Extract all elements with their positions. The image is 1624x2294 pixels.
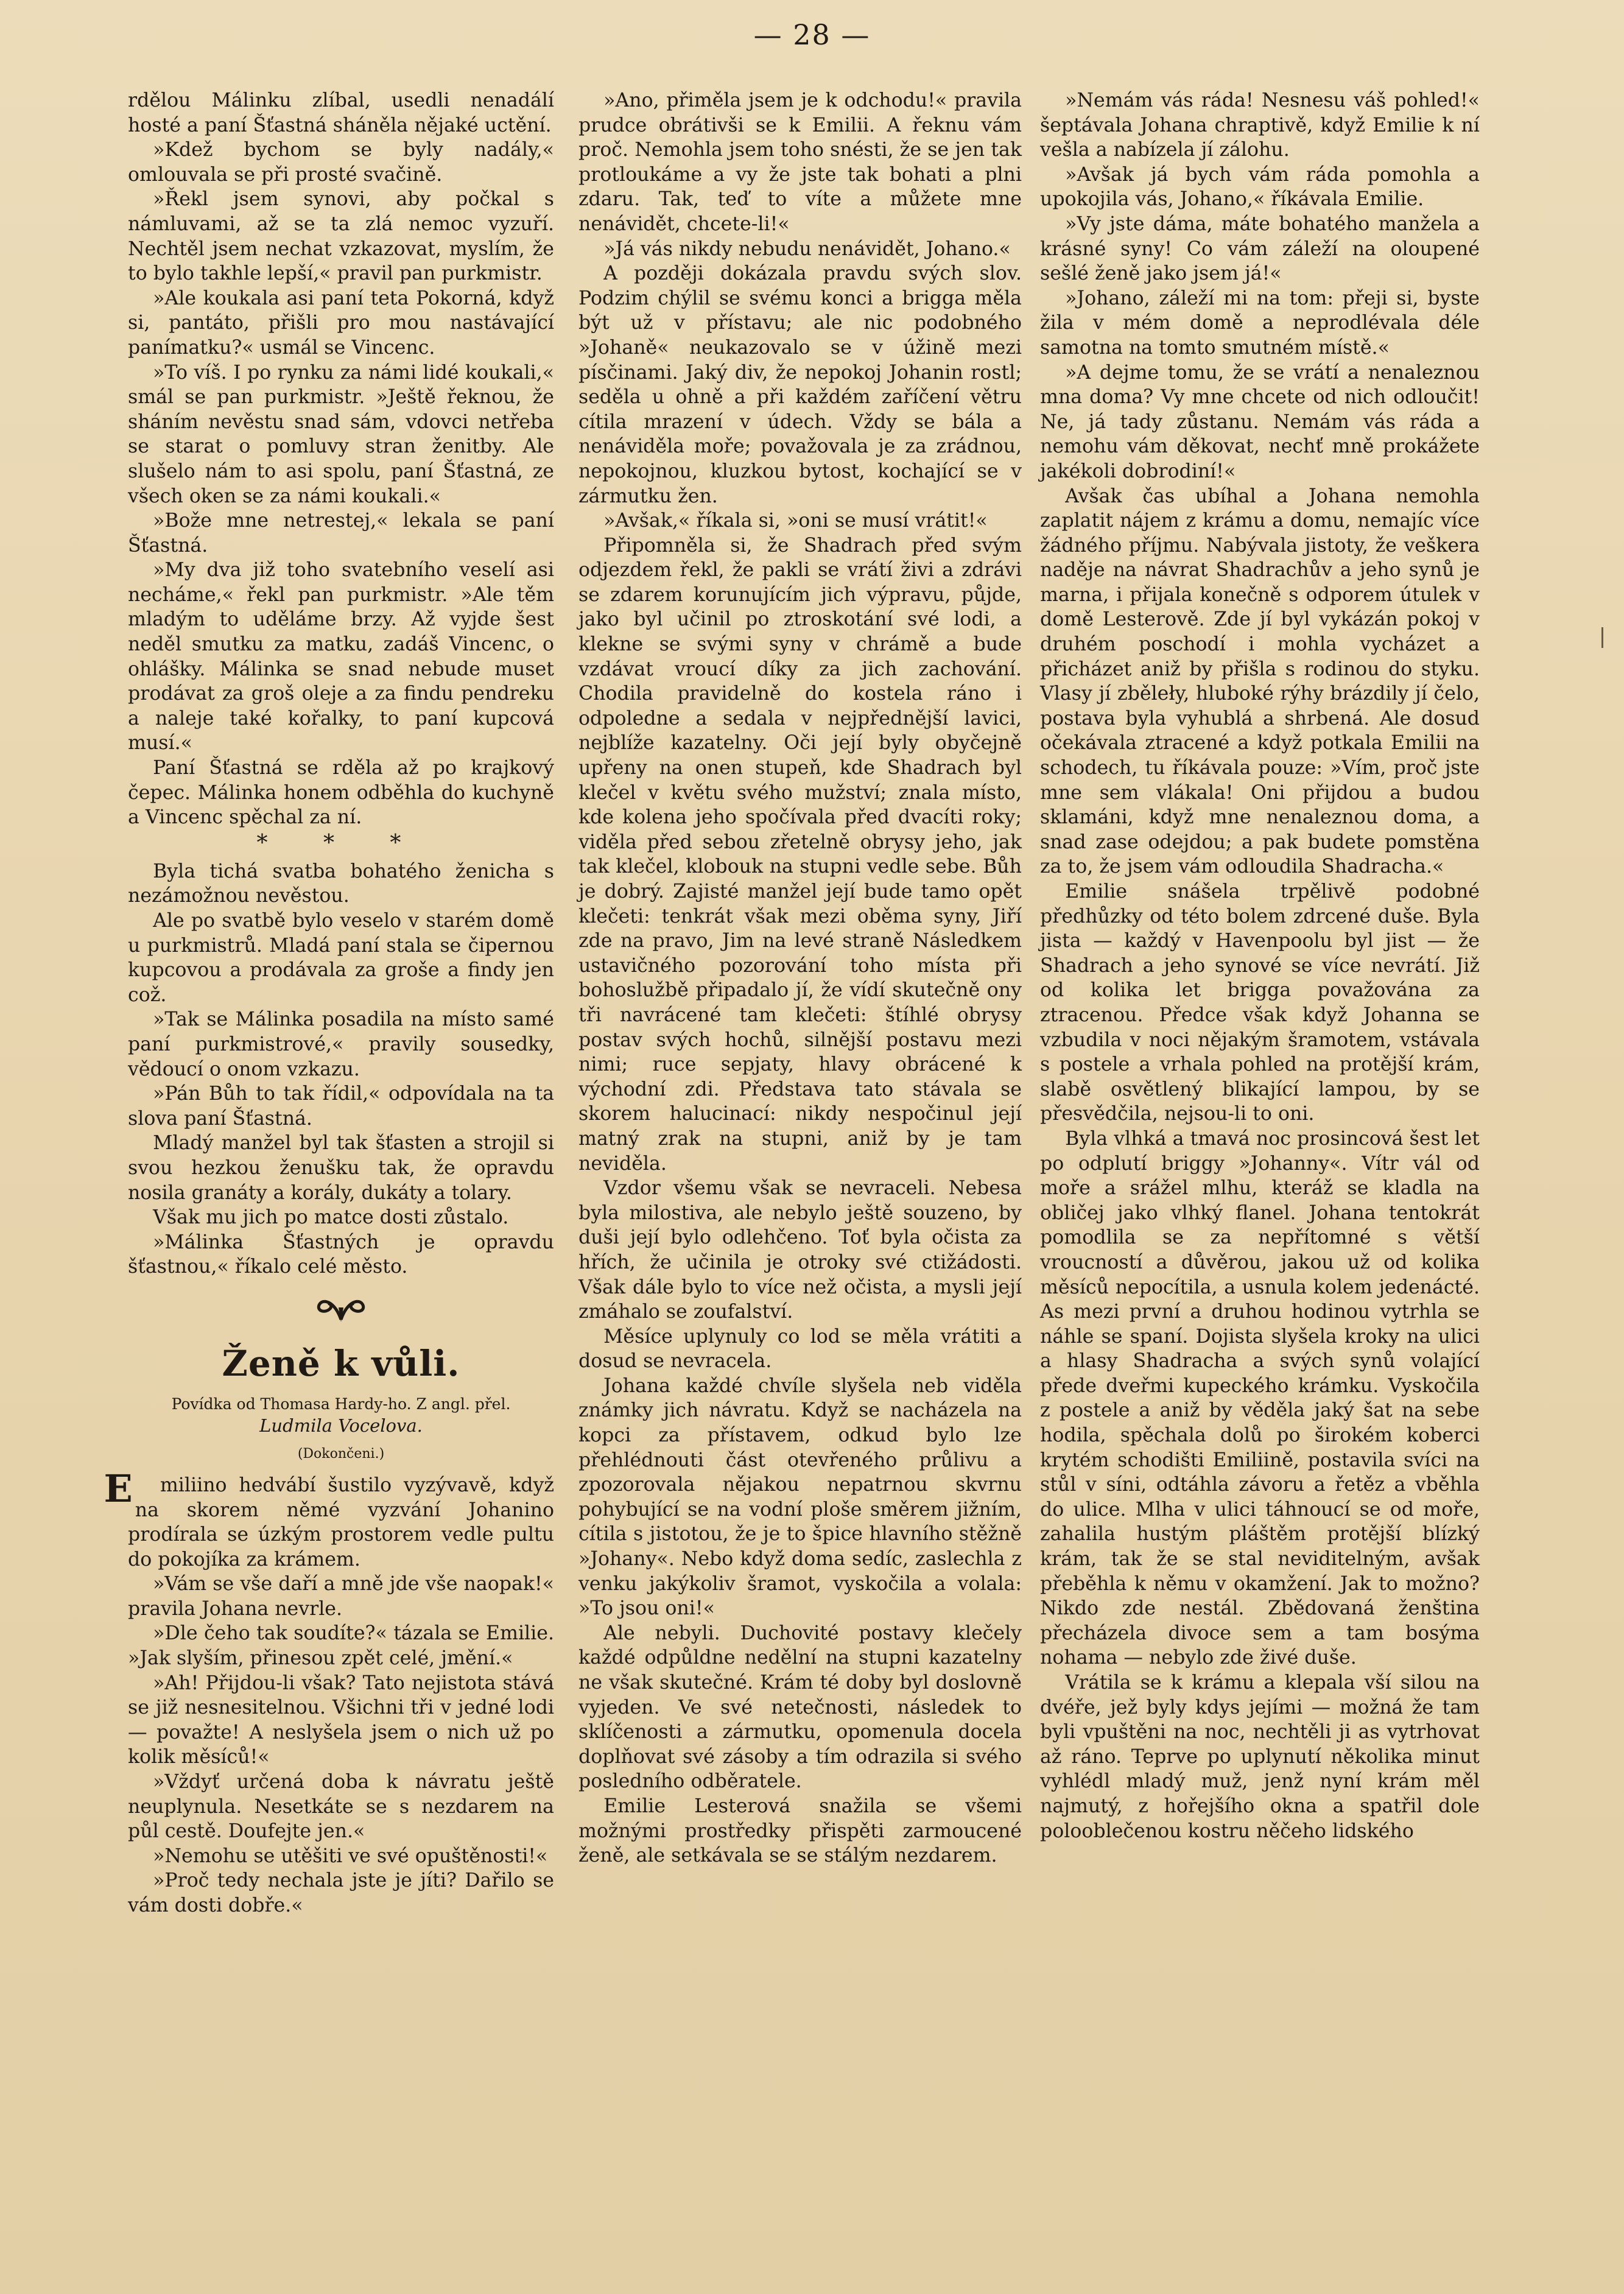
paragraph: Měsíce uplynuly co lod se měla vrátiti a dosud se nevracela. (578, 1325, 1022, 1373)
ornament-icon (317, 1295, 365, 1323)
paragraph: »Vám se vše daří a mně jde vše naopak!« pravila Johana nevrle. (128, 1573, 554, 1620)
paragraph: Avšak čas ubíhal a Johana nemohla zaplatit nájem z krámu a domu, nemajíc více žádného příjmu. Nabývala jistoty, že veškera naděje na návrat Shadrachův a jeho synů je marna, i přijala konečně s odporem útulek v domě Lesterově. Zde jí byl vykázán pokoj v druhém poschodí i mohla vycházet a přicházet aniž by přišla s rodinou do styku. Vlasy jí zběleły, hluboké rýhy brázdily jí čelo, postava byla vyhublá a shrbená. Ale dosud očekávala ztracené a když potkala Emilii na schodech, tu říkávala pouze: »Vím, proč jste mne sem vlákala! Oni přijdou a budou sklamáni, když mne nenaleznou doma, a snad zase odejdou; a pak budete pomstěna za to, že jsem vám odloudila Shadracha.« (1040, 485, 1480, 878)
paragraph: »Kdež bychom se byly nadály,« omlouvala se při prosté svačině. (128, 139, 554, 186)
paragraph: Vrátila se k krámu a klepala vší silou na dvéře, jež byly kdys jejími — možná že tam byli vpuštěni na noc, nechtěli ji as vytrhovat až ráno. Teprve po uplynutí několika minut vyhlédl mladý muž, jenž nyní krám měl najmutý, z hořejšího okna a spatřil dole polooblečenou kostru něčeho lidského (1040, 1672, 1480, 1842)
paragraph: Emilie Lesterová snažila se všemi možnými prostředky přispěti zarmoucené ženě, ale setkávala se se stálým nezdarem. (578, 1795, 1022, 1867)
paragraph: »Dle čeho tak soudíte?« tázala se Emilie. »Jak slyším, přinesou zpět celé, jmění.« (128, 1622, 554, 1670)
paragraph: A později dokázala pravdu svých slov. Podzim chýlil se svému konci a brigga měla být už v přístavu; ale nic podobného »Johaně« neukazovalo se v úžině mezi písčinami. Jaký div, že nepokoj Johanin rostl; seděla u ohně a při každém zaříčení větru cítila mrazení v údech. Vždy se bála a nenáviděla moře; považovala je za zrádnou, nepokojnou, kluzkou bytost, kochající se v zármutku žen. (578, 262, 1022, 507)
paragraph: »Avšak já bych vám ráda pomohla a upokojila vás, Johano,« říkávala Emilie. (1040, 163, 1480, 211)
paragraph: Ale po svatbě bylo veselo v starém domě u purkmistrů. Mladá paní stala se čipernou kupcovou a prodávala za groše a findy jen což. (128, 910, 554, 1006)
paragraph: »Nemohu se utěšiti ve své opuštěnosti!« (153, 1845, 548, 1867)
paragraph: »A dejme tomu, že se vrátí a nenaleznou mna doma? Vy mne chcete od nich odloučit! Ne, já tady zůstanu. Nemám vás ráda a nemohu vám děkovat, nechť mně prokážete jakékoli dobrodiní!« (1040, 361, 1480, 482)
paragraph: »Já vás nikdy nebudu nenávidět, Johano.« (603, 237, 1011, 260)
paragraph: Byla vlhká a tmavá noc prosincová šest let po odplutí briggy »Johanny«. Vítr vál od moře a srážel mlhu, kteráž se kladla na obličej jako vlhký flanel. Johana tentokrát pomodlila se za nepřítomné s větší vroucností a důvěrou, jakou už od kolika měsíců nepocítila, a usnula kolem jedenácté. As mezi první a druhou hodinou vytrhla se náhle se spaní. Dojista slyšela kroky na ulici a hlasy Shadracha a svých synů volající přede dveřmi kupeckého krámku. Vyskočila z postele a aniž by věděla jaký šat na sebe hodila, spěchala dolů po širokém koberci krytém schodišti Emiliině, postavila svíci na stůl v síni, odtáhla závoru a řetěz a vběhla do ulice. Mlha v ulici táhnoucí se od moře, zahalila hustým pláštěm protější blízký krám, tak že se stal neviditelným, avšak přeběhla k němu v okamžení. Jak to možno? Nikdo zde nestál. Zbědovaná ženština přecházela divoce sem a tam bosýma nohama — nebylo zde živé duše. (1040, 1127, 1480, 1669)
paragraph: Paní Šťastná se rděla až po krajkový čepec. Málinka honem odběhla do kuchyně a Vincenc spěchal za ní. (128, 757, 554, 829)
paragraph: Emilie snášela trpělivě podobné předhůzky od této bolem zdrcené duše. Byla jista — každý v Havenpoolu byl jist — že Shadrach a jeho synové se více nevrátí. Již od kolika let brigga považována za ztracenou. Předce však když Johanna se vzbudila v noci nějakým šramotem, vstávala s postele a vrhala pohled na protější krám, slabě osvětlený blikající lampou, by se přesvědčila, nejsou-li to oni. (1040, 881, 1480, 1125)
paragraph: »Ale koukala asi paní teta Pokorná, když si, pantáto, přišli pro mou nastávající panímatku?« usmál se Vincenc. (128, 287, 554, 359)
section-divider: * * * (256, 830, 426, 856)
paragraph: »Málinka Šťastných je opravdu šťastnou,« říkalo celé město. (128, 1231, 554, 1278)
paragraph: Mladý manžel byl tak šťasten a strojil si svou hezkou ženušku tak, že opravdu nosila granáty a korály, dukáty a tolary. (128, 1132, 554, 1204)
paragraph: »Bože mne netrestej,« lekala se paní Šťastná. (128, 510, 554, 557)
story-translator: Ludmila Vocelova. (259, 1415, 423, 1436)
drop-cap: E (104, 1466, 133, 1511)
story-byline: Povídka od Thomasa Hardy-ho. Z angl. přel. (171, 1395, 511, 1413)
paragraph: »Avšak,« říkala si, »oni se musí vrátit!« (603, 510, 988, 532)
paragraph: »Tak se Málinka posadila na místo samé paní purkmistrové,« pravily sousedky, vědoucí o onom vzkazu. (128, 1008, 554, 1080)
paragraph-text: miliino hedvábí šustilo vyzývavě, když na skorem němé vyzvání Johanino prodírala se úzkým prostorem vedle pultu do pokojíka za krámem. (128, 1474, 554, 1571)
paragraph: Připomněla si, že Shadrach před svým odjezdem řekl, že pakli se vrátí živi a zdrávi se zdarem korunujícím jich výpravu, půjde, jako byl učinil po ztroskotání své lodi, a klekne se svými syny v chrámě a bude vzdávat vroucí díky za jich zachování. Chodila pravidelně do kostela ráno i odpoledne a sedala v nejpřednější lavici, nejblíže kazatelny. Oči její byly obyčejně upřeny na onen stupeň, kde Shadrach byl klečel v květu svého mužství; znala místo, kde kolena jeho spočívala před dvacíti roky; viděla před sebou zřetelně obrysy jeho, jak tak klečel, klobouk na stupni vedle sebe. Bůh je dobrý. Zajisté manžel její bude tamo opět klečeti: tenkrát však mezi oběma syny, Jiří zde na pravo, Jim na levé straně Následkem ustavičného pozorování toho místa při bohoslužbě připadalo jí, že vídí skutečně ony tři navrácené tam klečeti: štíhlé obrysy postav svých hochů, silnější postavu mezi nimi; ruce sepjaty, hlavy obrácené k východní zdi. Představa tato stávala se skorem halucinací: nikdy nespočinul její matný zrak na stupni, aniž by je tam neviděla. (578, 534, 1022, 1175)
page-number: — 28 — (753, 18, 871, 51)
paragraph: »My dva již toho svatebního veselí asi necháme,« řekl pan purkmistr. »Ale těm mladým to uděláme brzy. Až vyjde šest neděl smutku za matku, zadáš Vincenc, o ohlášky. Málinka se snad nebude muset prodávat za groš oleje a za findu pendreku a naleje také kořalky, to paní kupcová musí.« (128, 559, 554, 755)
paragraph: Ale nebyli. Duchovité postavy klečely každé odpůldne nedělní na stupni kazatelny ne však skutečné. Krám té doby byl doslovně vyjeden. Ve své netečnosti, následek to sklíčenosti a zármutku, opomenula docela doplňovat své zásoby a tím odrazila si svého posledního odběratele. (578, 1622, 1022, 1793)
paragraph: »Vždyť určená doba k návratu ještě neuplynula. Nesetkáte se s nezdarem na půl cestě. Doufejte jen.« (128, 1771, 554, 1843)
paragraph (104, 1466, 554, 1572)
paper-scratch (1601, 627, 1603, 648)
paragraph: Vzdor všemu však se nevraceli. Nebesa byla milostiva, ale nebylo ještě souzeno, by duši její bylo odlehčeno. Toť byla očista za hřích, že učinila je otroky své ctižádosti. Však dále bylo to více než očista, a mysli její zmáhalo se zoufalství. (578, 1177, 1022, 1323)
paragraph: »Vy jste dáma, máte bohatého manžela a krásné syny! Co vám záleží na oloupené sešlé ženě jako jsem já!« (1040, 213, 1480, 285)
column-3 (1040, 88, 1480, 1843)
paragraph: Johana každé chvíle slyšela neb viděla známky jich návratu. Když se nacházela na kopci za přístavem, odkud bylo lze přehlédnouti část otevřeného průlivu a zpozorovala nějakou nepatrnou skvrnu pohybující se na vodní ploše směrem jižním, cítila s jistotou, že je to špice hlavního stěžně »Johany«. Nebo když doma sedíc, zaslechla z venku jakýkoliv šramot, vyskočila a volala: »To jsou oni!« (578, 1374, 1022, 1620)
continuation-note: (Dokončeni.) (297, 1446, 385, 1462)
paragraph: »Ano, přiměla jsem je k odchodu!« pravila prudce obrátivši se k Emilii. A řeknu vám proč. Nemohla jsem toho snésti, že se jen tak protloukáme a vy že jste tak bohati a plni zdaru. Tak, teď to víte a můžete mne nenávidět, chcete-li!« (578, 90, 1022, 235)
paragraph: »Ah! Přijdou-li však? Tato nejistota stává se již nesnesitelnou. Všichni tři v jedné lodi — považte! A neslyšela jsem o nich už po kolik měsíců!« (128, 1672, 554, 1768)
story-title: Ženě k vůli. (222, 1342, 460, 1384)
paragraph: »Řekl jsem synovi, aby počkal s námluvami, až se ta zlá nemoc vyzuří. Nechtěl jsem nechat vzkazovat, myslím, že to bylo takhle lepší,« pravil pan purkmistr. (128, 188, 554, 285)
column-2 (578, 88, 1022, 1868)
paragraph: rdělou Málinku zlíbal, usedli nenadálí hosté a paní Šťastná sháněla nějaké uctění. (128, 90, 554, 136)
paragraph: Však mu jich po matce dosti zůstalo. (153, 1206, 509, 1229)
column-1 (104, 88, 554, 1918)
paragraph: Byla tichá svatba bohatého ženicha s nezámožnou nevěstou. (128, 860, 554, 907)
paragraph: »Johano, záleží mi na tom: přeji si, byste žila v mém domě a neprodlévala déle samotna na tomto smutném místě.« (1040, 287, 1480, 359)
paragraph: »To víš. I po rynku za námi lidé koukali,« smál se pan purkmistr. »Ještě řeknou, že sháním nevěstu snad sám, vdovci netřeba se starat o pomluvy stran ženitby. Ale slušelo nám to asi spolu, paní Šťastná, ze všech oken se za námi koukali.« (128, 361, 554, 507)
paragraph: »Pán Bůh to tak řídil,« odpovídala na ta slova paní Šťastná. (128, 1083, 554, 1130)
paragraph: »Proč tedy nechala jste je jíti? Dařilo se vám dosti dobře.« (128, 1870, 554, 1916)
paragraph: »Nemám vás ráda! Nesnesu váš pohled!« šeptávala Johana chraptivě, když Emilie k ní vešla a nabízela jí zálohu. (1040, 90, 1480, 161)
